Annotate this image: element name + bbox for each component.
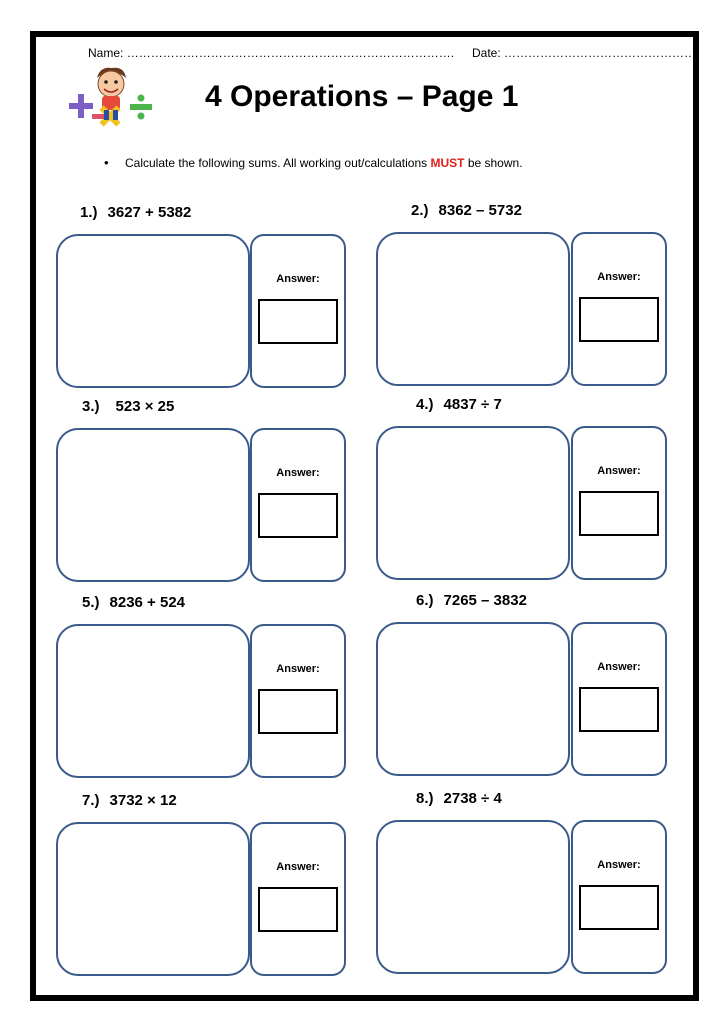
question-1-answer-panel [250, 234, 346, 388]
question-number: 2.) [411, 202, 429, 219]
name-dots: ………………………………………………………………………. [126, 46, 455, 60]
bullet-icon: • [104, 155, 109, 170]
question-number: 7.) [82, 792, 100, 809]
question-number: 3.) [82, 398, 100, 415]
question-1-label [80, 204, 191, 221]
question-4-label [416, 396, 502, 413]
question-expression: 3627 + 5382 [107, 204, 192, 221]
question-6-answer-panel [571, 622, 667, 776]
question-expression: 7265 – 3832 [443, 592, 527, 609]
answer-label: Answer: [597, 271, 641, 283]
date-dots: …………………………………………. [504, 46, 700, 60]
question-1-answer-box[interactable] [258, 299, 338, 344]
question-5-answer-box[interactable] [258, 689, 338, 734]
answer-label: Answer: [276, 861, 320, 873]
question-expression: 3732 × 12 [109, 792, 177, 809]
question-3-label [82, 398, 174, 415]
question-7-answer-box[interactable] [258, 887, 338, 932]
question-8-answer-box[interactable] [579, 885, 659, 930]
answer-label: Answer: [276, 273, 320, 285]
question-6-label [416, 592, 527, 609]
question-5-working-box[interactable] [56, 624, 250, 778]
question-expression: 523 × 25 [115, 398, 175, 415]
answer-label: Answer: [597, 859, 641, 871]
question-expression: 8236 + 524 [109, 594, 186, 611]
question-number: 4.) [416, 396, 434, 413]
answer-label: Answer: [276, 467, 320, 479]
date-label: Date: [472, 46, 501, 60]
question-8-answer-panel [571, 820, 667, 974]
question-number: 5.) [82, 594, 100, 611]
question-7-answer-panel [250, 822, 346, 976]
question-1-working-box[interactable] [56, 234, 250, 388]
question-7-label [82, 792, 177, 809]
question-3-working-box[interactable] [56, 428, 250, 582]
instruction-text-before: Calculate the following sums. All working out/calculations [125, 156, 431, 170]
question-6-working-box[interactable] [376, 622, 570, 776]
question-number: 6.) [416, 592, 434, 609]
question-number: 1.) [80, 204, 98, 221]
date-field[interactable] [472, 46, 699, 60]
answer-label: Answer: [597, 465, 641, 477]
question-5-answer-panel [250, 624, 346, 778]
question-2-answer-panel [571, 232, 667, 386]
question-4-answer-panel [571, 426, 667, 580]
name-field[interactable] [88, 46, 454, 60]
question-expression: 4837 ÷ 7 [443, 396, 502, 413]
instruction-text-after: be shown. [464, 156, 523, 170]
question-4-working-box[interactable] [376, 426, 570, 580]
question-8-working-box[interactable] [376, 820, 570, 974]
page-title: 4 Operations – Page 1 [205, 80, 519, 113]
question-5-label [82, 594, 185, 611]
instruction [104, 155, 523, 170]
question-6-answer-box[interactable] [579, 687, 659, 732]
question-expression: 2738 ÷ 4 [443, 790, 502, 807]
question-3-answer-panel [250, 428, 346, 582]
answer-label: Answer: [276, 663, 320, 675]
instruction-emphasis: MUST [430, 156, 465, 170]
question-number: 8.) [416, 790, 434, 807]
question-expression: 8362 – 5732 [438, 202, 522, 219]
answer-label: Answer: [597, 661, 641, 673]
cartoon-boy-math-symbols-icon [62, 64, 158, 130]
question-7-working-box[interactable] [56, 822, 250, 976]
question-2-label [411, 202, 522, 219]
question-2-answer-box[interactable] [579, 297, 659, 342]
question-8-label [416, 790, 502, 807]
question-2-working-box[interactable] [376, 232, 570, 386]
name-label: Name: [88, 46, 124, 60]
question-4-answer-box[interactable] [579, 491, 659, 536]
question-3-answer-box[interactable] [258, 493, 338, 538]
